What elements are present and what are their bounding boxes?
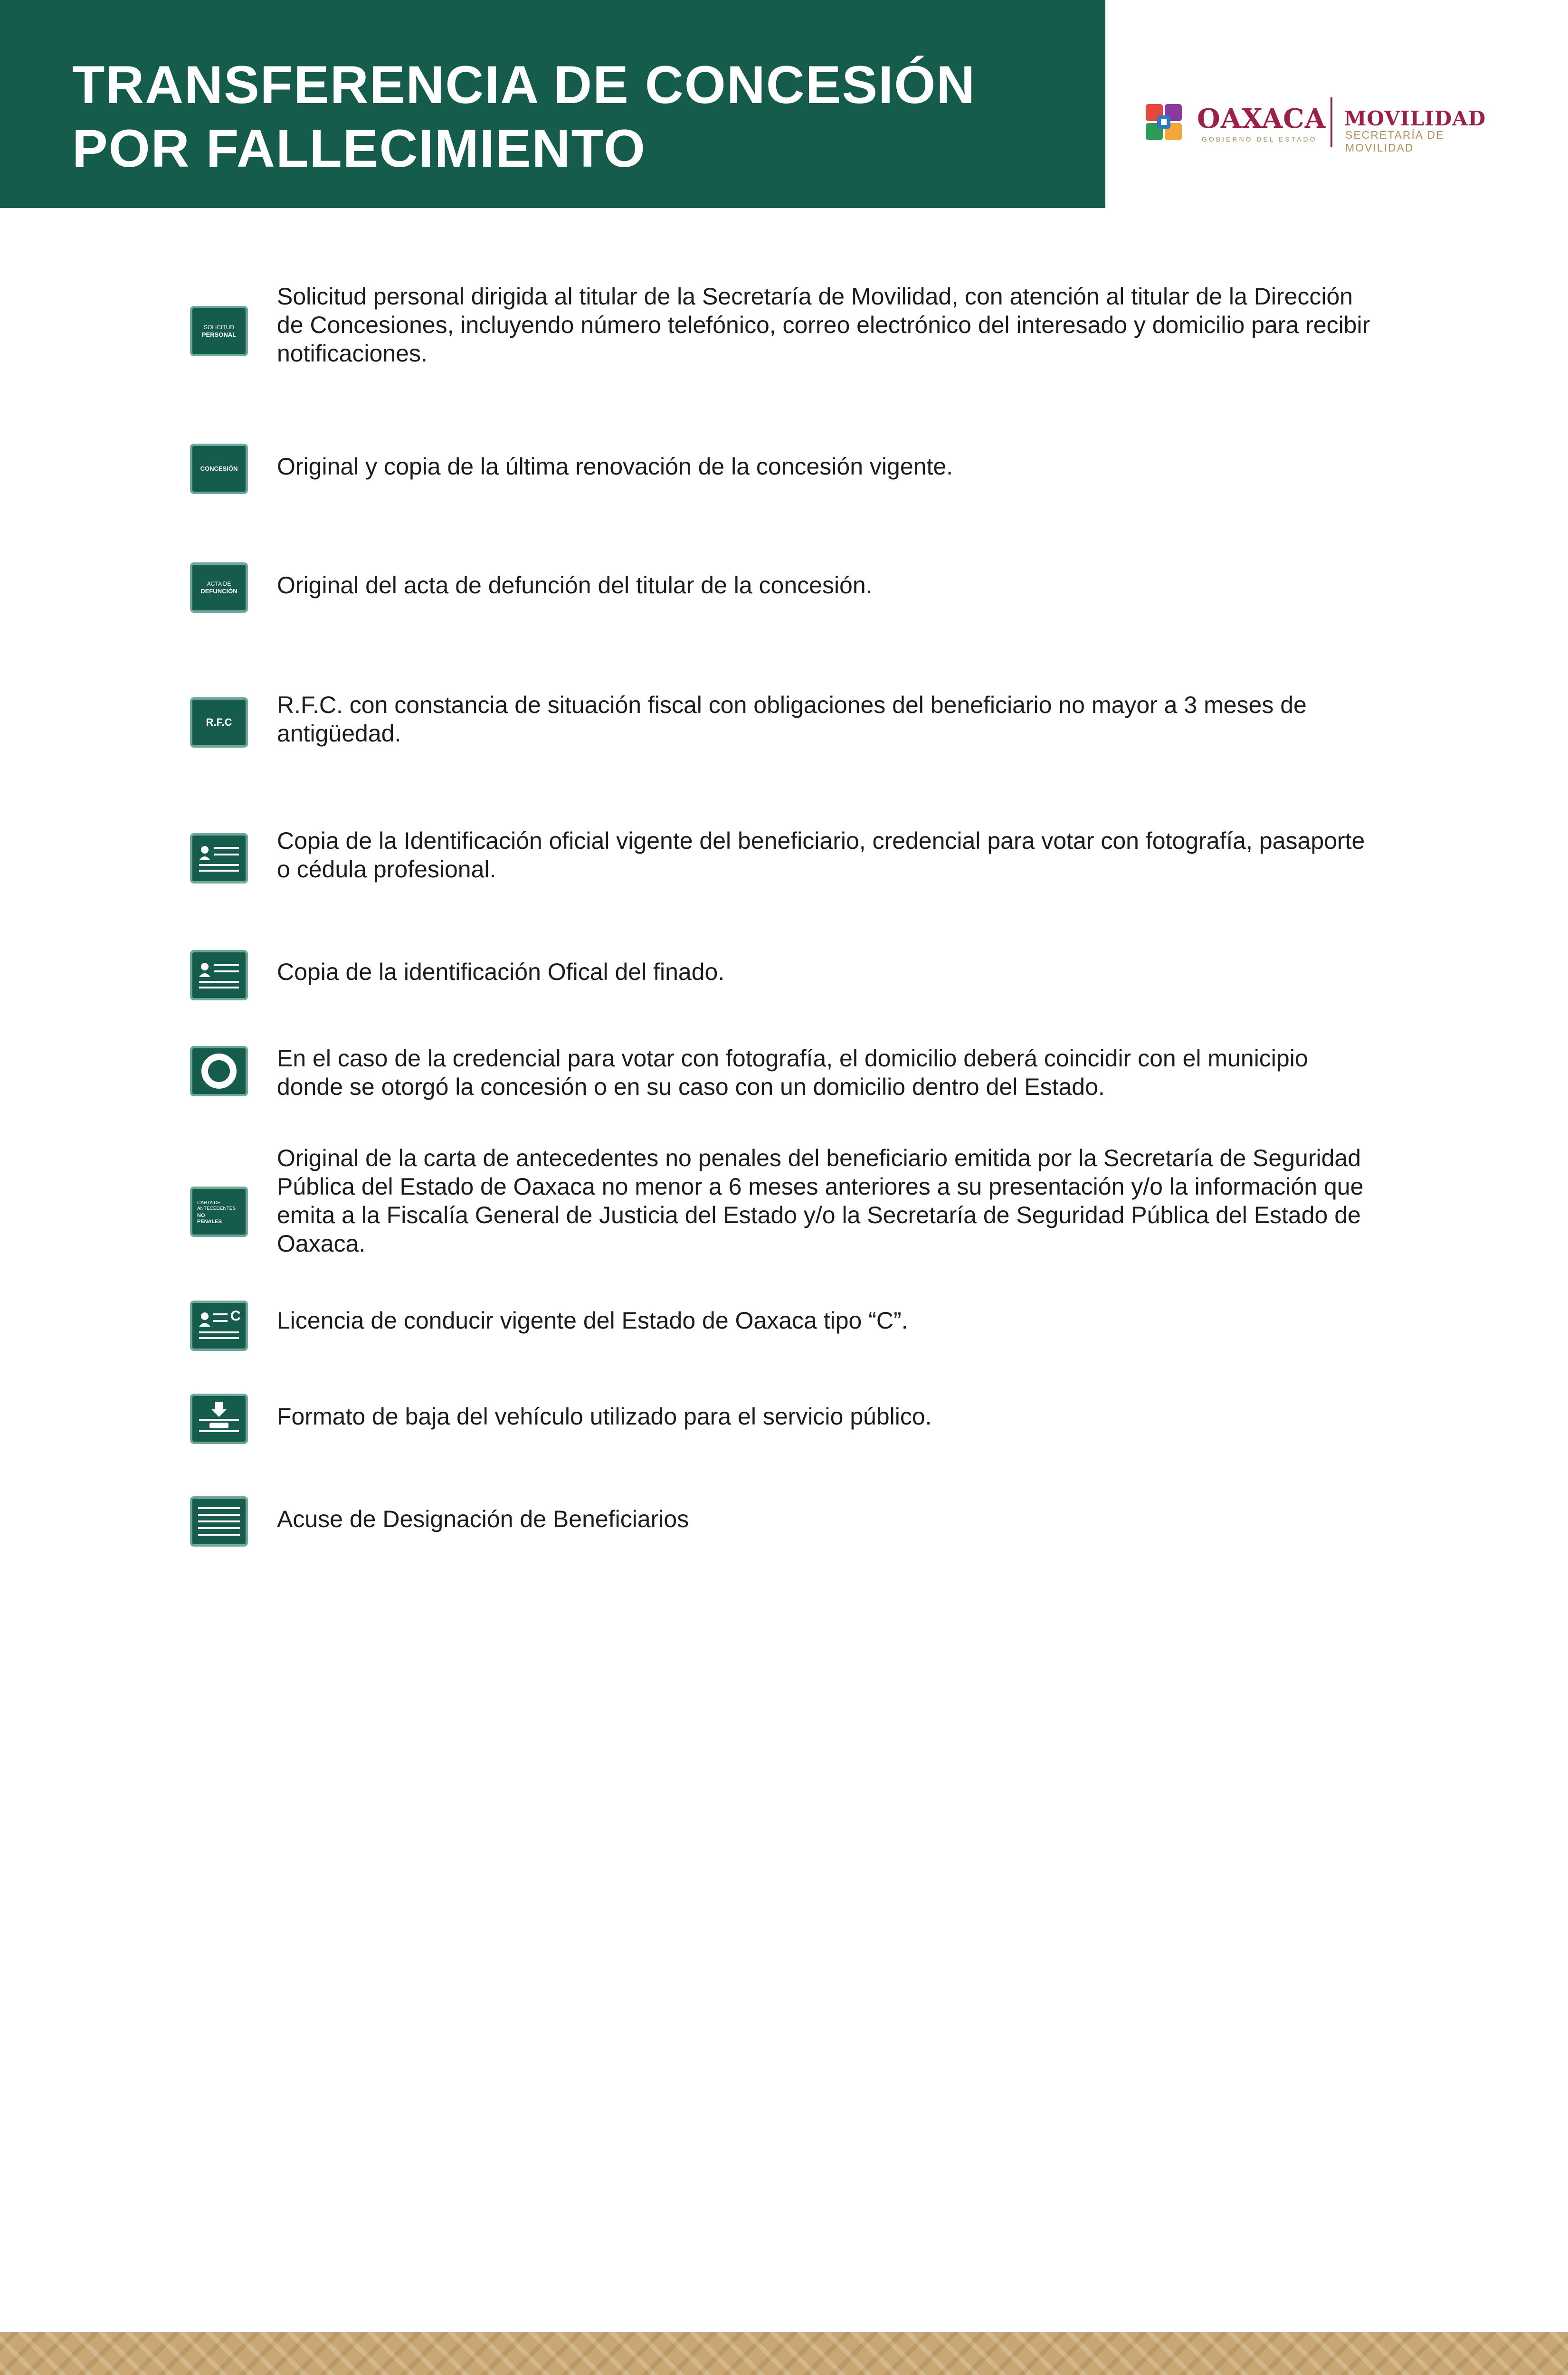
requirement-text: Original del acta de defunción del titular de la concesión. <box>277 572 873 598</box>
page-title <box>72 53 1070 180</box>
page-title-line-1: TRANSFERENCIA DE CONCESIÓN <box>72 55 976 114</box>
requirement-text: Licencia de conducir vigente del Estado de Oaxaca tipo “C”. <box>277 1307 908 1334</box>
page-title-line-2: POR FALLECIMIENTO <box>72 119 646 178</box>
requirement-text: R.F.C. con constancia de situación fiscal con obligaciones del beneficiario no mayor a 3 meses de antigüedad. <box>277 692 1307 747</box>
concesion-icon: CONCESIÓN <box>190 444 248 494</box>
requirement-text: Copia de la Identificación oficial vigente del beneficiario, credencial para votar con fotografía, pasaporte o cédula profesional. <box>277 827 1365 883</box>
requirement-text: Solicitud personal dirigida al titular de la Secretaría de Movilidad, con atención al titular de la Dirección de Concesiones, incluyendo número telefónico, correo electrónico del interesado y domicilio para recibir notificaciones. <box>277 283 1370 367</box>
requirement-text: Copia de la identificación Ofical del finado. <box>277 959 725 985</box>
antecedentes-no-penales-icon: CARTA DE ANTECEDENTES NO PENALES <box>190 1187 248 1237</box>
acta-defuncion-icon: ACTA DE DEFUNCIÓN <box>190 562 248 613</box>
logo-secretaria-text: SECRETARÍA DE MOVILIDAD <box>1345 129 1444 154</box>
requirement-text: Acuse de Designación de Beneficiarios <box>277 1506 689 1532</box>
logo-oaxaca-text: OAXACA <box>1197 103 1326 134</box>
requirement-text: Original y copia de la última renovación de la concesión vigente. <box>277 453 953 480</box>
circle-icon <box>190 1046 248 1096</box>
requirement-text: En el caso de la credencial para votar con fotografía, el domicilio deberá coincidir con el municipio donde se otorgó la concesión o en su caso con un domicilio dentro del Estado. <box>277 1045 1308 1100</box>
document-lines-icon <box>190 1496 248 1547</box>
requirement-text: Formato de baja del vehículo utilizado para el servicio público. <box>277 1403 932 1430</box>
logo-movilidad-text: MOVILIDAD <box>1344 107 1486 130</box>
footer-decorative-band <box>0 2332 1568 2375</box>
oaxaca-movilidad-logo <box>1144 97 1514 154</box>
requirement-text: Original de la carta de antecedentes no penales del beneficiario emitida por la Secretaría de Seguridad Pública del Estado de Oaxaca no menor a 6 meses anteriores a su presentación y/o la información que emita a la Fiscalía General de Justicia del Estado y/o la Secretaría de Seguridad Pública del Estado de Oaxaca. <box>277 1145 1364 1257</box>
rfc-icon: R.F.C <box>190 697 248 748</box>
id-card-icon <box>190 950 248 1000</box>
oaxaca-emblem-icon <box>1144 102 1184 142</box>
logo-divider <box>1330 97 1332 147</box>
solicitud-personal-icon: SOLICITUD PERSONAL <box>190 306 248 356</box>
logo-gobierno-text: GOBIERNO DEL ESTADO <box>1202 135 1317 143</box>
formato-baja-icon <box>190 1394 248 1444</box>
licencia-c-icon: C <box>190 1301 248 1351</box>
id-card-icon <box>190 833 248 884</box>
